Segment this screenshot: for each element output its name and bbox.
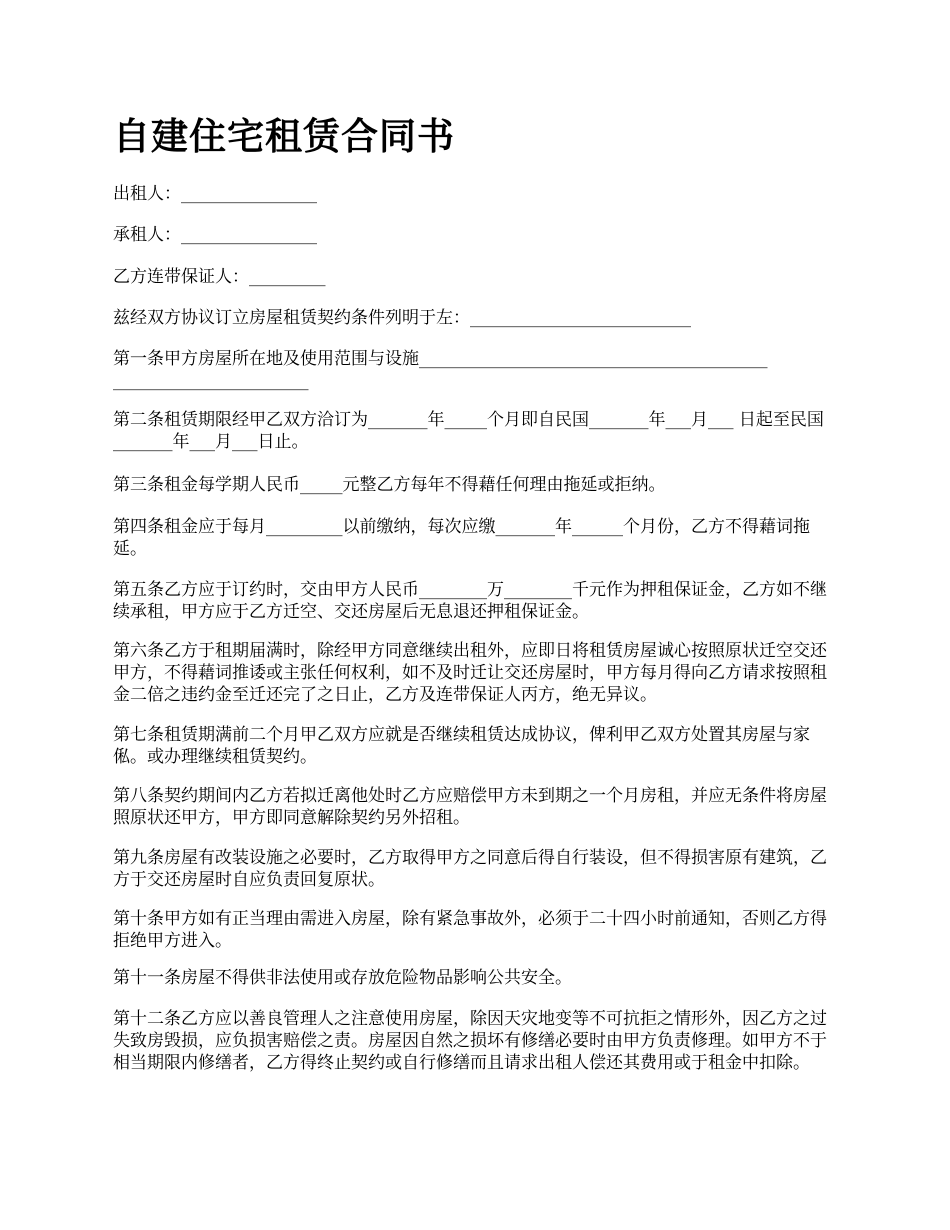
article-1: 第一条甲方房屋所在地及使用范围与设施_________________________________________ _______________________ [113,349,773,391]
article-8: 第八条契约期间内乙方若拟迁离他处时乙方应赔偿甲方未到期之一个月房租，并应无条件将房屋照原状还甲方，甲方即同意解除契约另外招租。 [113,786,827,828]
article-4: 第四条租金应于每月_________以前缴纳，每次应缴_______年______个月份，乙方不得藉词拖延。 [113,517,810,559]
article-12: 第十二条乙方应以善良管理人之注意使用房屋，除因天灾地变等不可抗拒之情形外，因乙方之过失致房毁损，应负损害赔偿之责。房屋因自然之损坏有修缮必要时由甲方负责修理。如甲方不于相当期限内修缮者，乙方得终止契约或自行修缮而且请求出租人偿还其费用或于租金中扣除。 [113,1009,827,1073]
article-2: 第二条租赁期限经甲乙双方洽订为_______年_____个月即自民国_______年___月___ 日起至民国_______年___月___日止。 [113,410,824,452]
article-10: 第十条甲方如有正当理由需进入房屋，除有紧急事故外，必须于二十四小时前通知，否则乙方得拒绝甲方进入。 [113,909,827,951]
article-3: 第三条租金每学期人民币_____元整乙方每年不得藉任何理由拖延或拒纳。 [113,475,666,495]
article-9: 第九条房屋有改装设施之必要时，乙方取得甲方之同意后得自行装设，但不得损害原有建筑，乙方于交还房屋时自应负责回复原状。 [113,848,827,890]
article-6: 第六条乙方于租期届满时，除经甲方同意继续出租外，应即日将租赁房屋诚心按照原状迁空交还甲方，不得藉词推诿或主张任何权利，如不及时迁让交还房屋时，甲方每月得向乙方请求按照租金二倍之违约金至迁还完了之日止，乙方及连带保证人丙方，绝无异议。 [113,641,827,705]
document-title: 自建住宅租赁合同书 [113,114,455,158]
agreement-intro: 兹经双方协议订立房屋租赁契约条件列明于左：__________________________ [113,308,691,328]
article-5: 第五条乙方应于订约时，交由甲方人民币________万________千元作为押租保证金，乙方如不继续承租，甲方应于乙方迁空、交还房屋后无息退还押租保证金。 [113,580,827,622]
lessee-line: 承租人：________________ [113,225,317,245]
article-11: 第十一条房屋不得供非法使用或存放危险物品影响公共安全。 [113,968,572,988]
lessor-line: 出租人：________________ [113,184,317,204]
guarantor-line: 乙方连带保证人：_________ [113,267,326,287]
article-7: 第七条租赁期满前二个月甲乙双方应就是否继续租赁达成协议，俾利甲乙双方处置其房屋与家俬。或办理继续租赁契约。 [113,725,810,767]
